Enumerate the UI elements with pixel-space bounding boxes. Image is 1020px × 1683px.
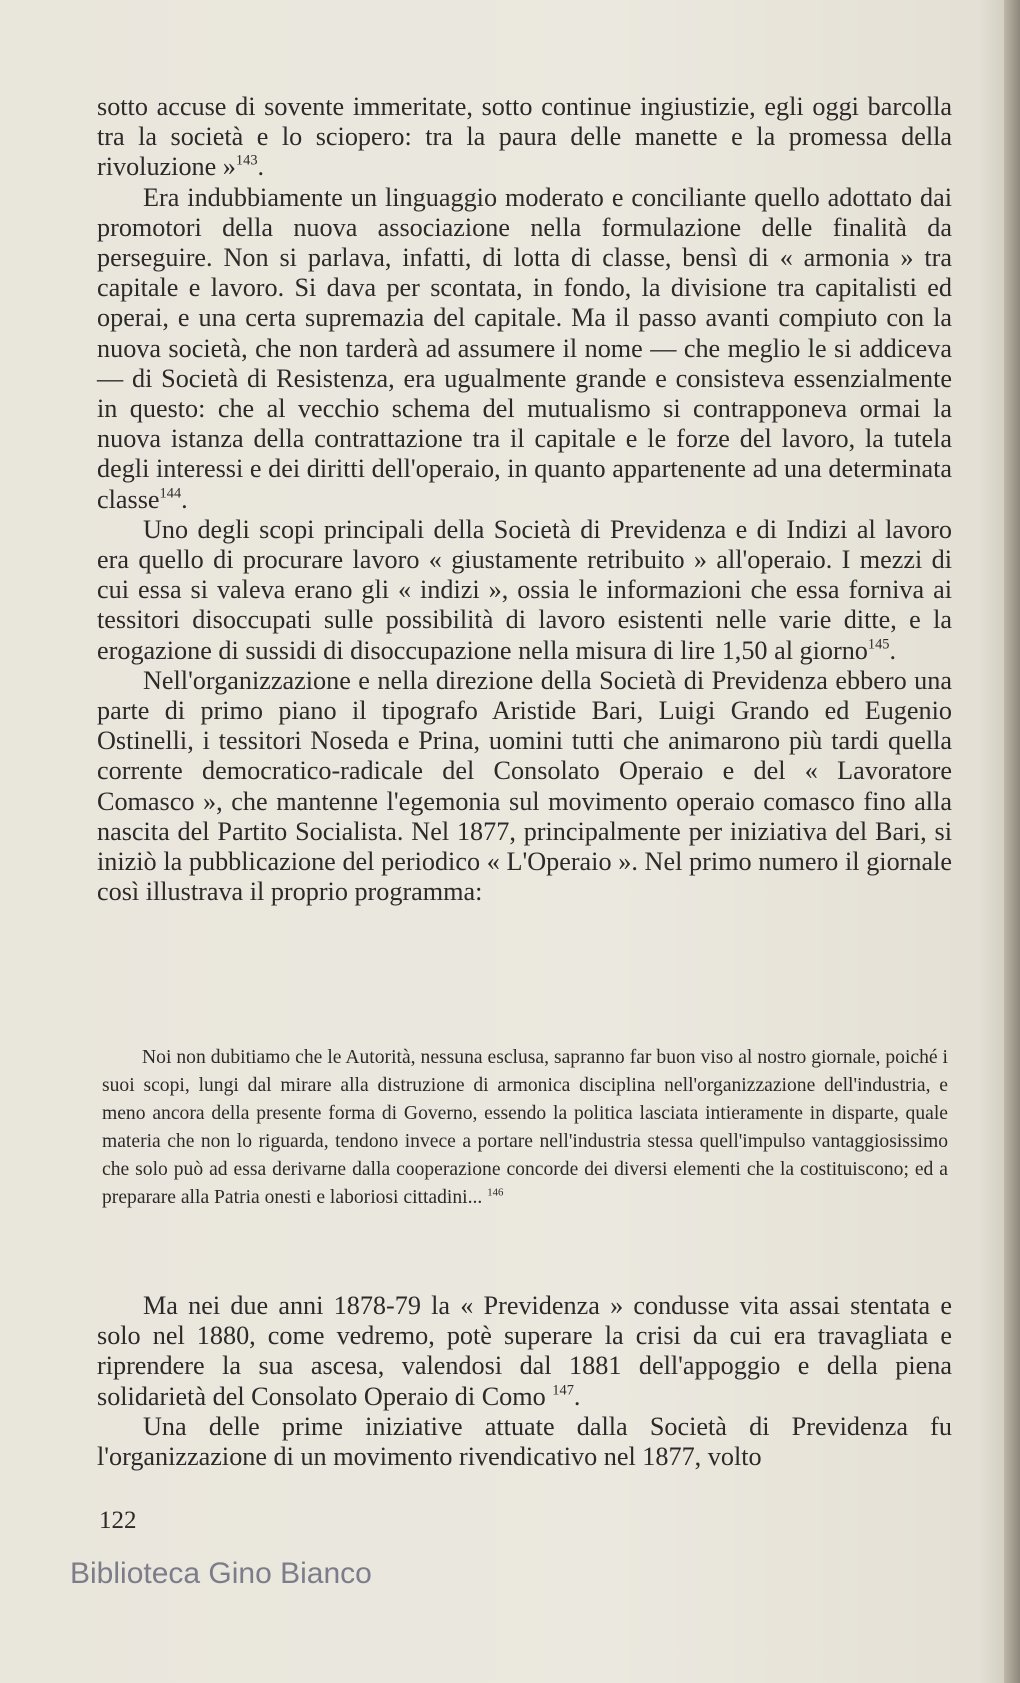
paragraph-4: Nell'organizzazione e nella direzione della Società di Previdenza ebbero una parte di primo piano il tipografo Aristide Bari, Luigi Grando ed Eugenio Ostinelli, i tessitori Noseda e Prina, uomini tutti che animarono più tardi quella corrente democratico-radicale del Consolato Operaio e del « Lavoratore Comasco », che mantenne l'egemonia sul movimento operaio comasco fino alla nascita del Partito Socialista. Nel 1877, principalmente per iniziativa del Bari, si iniziò la pubblicazione del periodico « L'Operaio ». Nel primo numero il giornale così illustrava il proprio programma: [97,665,952,907]
library-watermark: Biblioteca Gino Bianco [70,1557,372,1590]
quote-text: Noi non dubitiamo che le Autorità, nessuna esclusa, sapranno far buon viso al nostro giornale, poiché i suoi scopi, lungi dal mirare alla distruzione di armonica disciplina nell'organizzazione dell'industria, e meno ancora della presente forma di Governo, essendo la politica lasciata intieramente in disparte, quale materia che non lo riguarda, tendono invece a portare nell'industria stessa quell'impulso vantaggiosissimo che solo può ad essa derivarne dalla cooperazione concorde dei diversi elementi che la costituiscono; ed a preparare alla Patria onesti e laboriosi cittadini... $^{146}$ [102,1047,948,1208]
paragraph-6: Una delle prime iniziative attuate dalla Società di Previdenza fu l'organizzazione di un movimento rivendicativo nel 1877, volto [97,1411,952,1472]
page-edge-shadow [1004,0,1020,1683]
paragraph-5: Ma nei due anni 1878-79 la « Previdenza » condusse vita assai stentata e solo nel 1880, come vedremo, potè superare la crisi da cui era travagliata e riprendere la sua ascesa, valendosi dal 1881 dell'appoggio e della piena solidarietà del Consolato Operaio di Como $^{147}$. [97,1291,952,1411]
page-number: 122 [99,1507,137,1534]
main-text-block-2 [97,1291,952,1472]
paragraph-3: Uno degli scopi principali della Società di Previdenza e di Indizi al lavoro era quello di procurare lavoro « giustamente retribuito » all'operaio. I mezzi di cui essa si valeva erano gli « indizi », ossia le informazioni che essa forniva ai tessitori disoccupati sulle possibilità di lavoro esistenti nelle varie ditte, e la erogazione di sussidi di disoccupazione nella misura di lire 1,50 al giorno$^{145}$. [97,514,952,665]
paragraph-2: Era indubbiamente un linguaggio moderato e conciliante quello adottato dai promotori della nuova associazione nella formulazione delle finalità da perseguire. Non si parlava, infatti, di lotta di classe, bensì di « armonia » tra capitale e lavoro. Si dava per scontata, in fondo, la divisione tra capitalisti ed operai, e una certa supremazia del capitale. Ma il passo avanti compiuto con la nuova società, che non tarderà ad assumere il nome — che meglio le si addiceva — di Società di Resistenza, era ugualmente grande e consisteva essenzialmente in questo: che al vecchio schema del mutualismo si contrapponeva ormai la nuova istanza della contrattazione tra il capitale e le forze del lavoro, la tutela degli interessi e dei diritti dell'operaio, in quanto appartenente ad una determinata classe$^{144}$. [97,182,952,514]
footnote-147: 147 [552,1382,574,1399]
footnote-144: 144 [159,485,182,502]
block-quote [102,1044,948,1212]
footnote-143: 143 [235,153,258,170]
footnote-145: 145 [867,636,890,653]
main-text-block [97,92,952,907]
paragraph-1: sotto accuse di sovente immeritate, sotto continue ingiustizie, egli oggi barcolla tra la società e lo sciopero: tra la paura delle manette e la promessa della rivoluzione »$^{143}$. [97,92,952,182]
footnote-146: 146 [487,1186,504,1199]
